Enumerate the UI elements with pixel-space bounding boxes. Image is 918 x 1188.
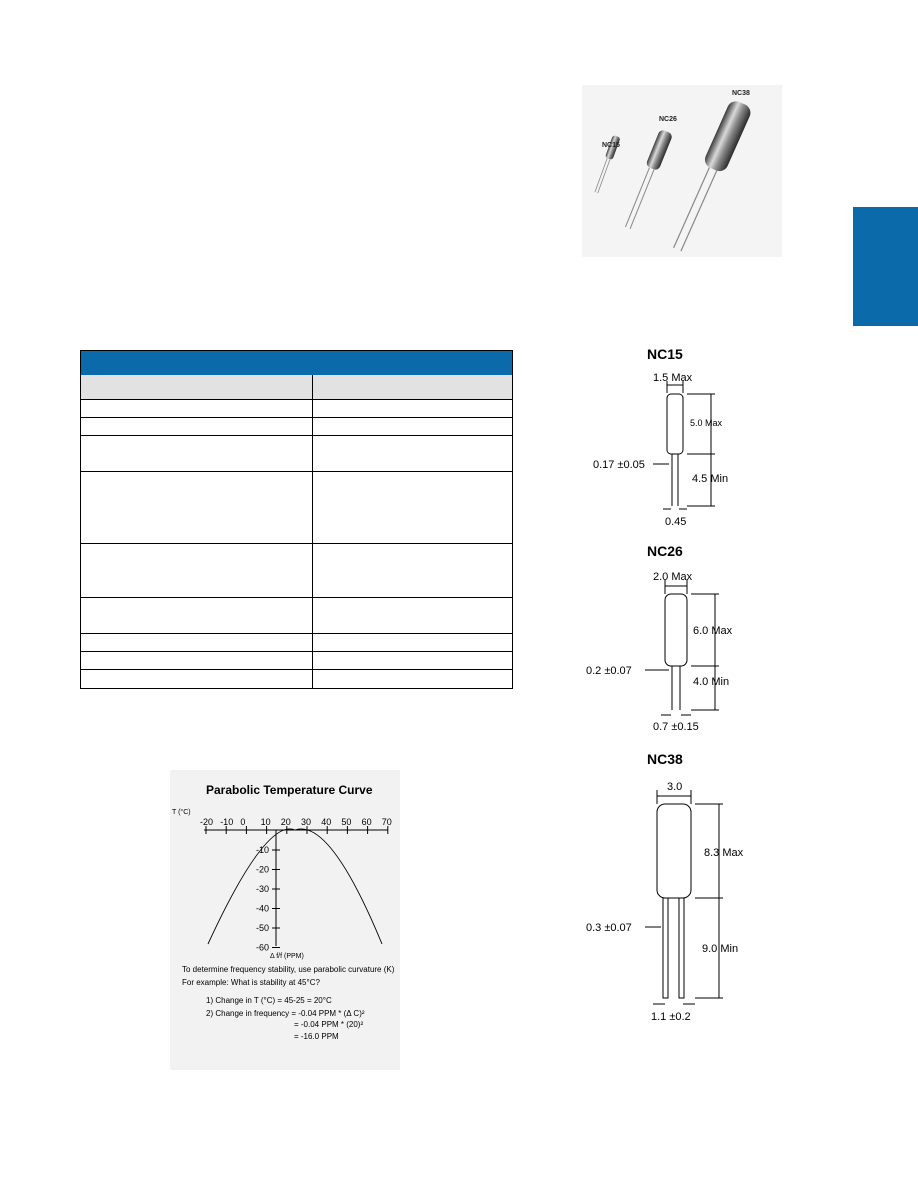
section-tab bbox=[853, 207, 918, 326]
y-axis-label: Δ f/f (PPM) bbox=[270, 953, 304, 960]
table-row-divider bbox=[81, 651, 512, 652]
nc15-body bbox=[667, 394, 683, 454]
parabolic-curve-figure bbox=[170, 770, 400, 1070]
x-tick-label: 30 bbox=[301, 817, 312, 827]
nc15-title: NC15 bbox=[647, 346, 683, 362]
table-row-divider bbox=[81, 399, 512, 400]
nc26-lead-len-label: 4.0 Min bbox=[693, 676, 730, 688]
step-3: = -0.04 PPM * (20)² bbox=[294, 1020, 364, 1029]
nc26-body-label: 6.0 Max bbox=[693, 625, 733, 637]
table-row-divider bbox=[81, 471, 512, 472]
nc15-width-label: 1.5 Max bbox=[653, 372, 693, 384]
nc15-lead-len-label: 4.5 Min bbox=[692, 473, 729, 485]
table-row-divider bbox=[81, 669, 512, 670]
step-1: 1) Change in T (°C) = 45-25 = 20°C bbox=[206, 996, 332, 1005]
product-photo bbox=[582, 85, 782, 257]
x-tick-label: 0 bbox=[240, 817, 246, 827]
x-tick-label: 70 bbox=[381, 817, 392, 827]
spec-table bbox=[80, 350, 513, 689]
nc38-lead bbox=[679, 898, 684, 998]
nc38-lead-label: 0.3 ±0.07 bbox=[586, 922, 632, 934]
curve-title: Parabolic Temperature Curve bbox=[206, 783, 373, 797]
nc38-lead bbox=[663, 898, 668, 998]
nc26-width-label: 2.0 Max bbox=[653, 571, 693, 583]
y-tick-label: -50 bbox=[256, 923, 270, 933]
y-tick-label: -20 bbox=[256, 864, 270, 875]
y-tick-label: -10 bbox=[256, 845, 270, 855]
x-tick-label: -20 bbox=[200, 817, 214, 827]
nc26-dimension-drawing bbox=[585, 540, 755, 740]
nc26-lead-label: 0.2 ±0.07 bbox=[586, 665, 632, 677]
nc38-lead-len-label: 9.0 Min bbox=[702, 943, 739, 955]
nc15-body-label: 5.0 Max bbox=[690, 418, 723, 428]
note-line-1: To determine frequency stability, use parabolic curvature (K) bbox=[182, 965, 395, 974]
spec-table-column-divider bbox=[312, 375, 313, 688]
y-tick-label: -60 bbox=[256, 942, 270, 953]
nc38-photo-label: NC38 bbox=[732, 90, 750, 97]
table-row-divider bbox=[81, 597, 512, 598]
nc15-pitch-label: 0.45 bbox=[665, 516, 687, 528]
note-line-2: For example: What is stability at 45°C? bbox=[182, 978, 320, 987]
nc38-body bbox=[657, 804, 691, 898]
y-tick-label: -30 bbox=[256, 884, 270, 894]
table-row-divider bbox=[81, 417, 512, 418]
nc15-dimension-drawing bbox=[585, 343, 735, 533]
nc15-lead-label: 0.17 ±0.05 bbox=[593, 459, 645, 471]
nc38-title: NC38 bbox=[647, 751, 683, 767]
y-tick-label: -40 bbox=[256, 903, 270, 914]
x-tick-label: 60 bbox=[361, 817, 372, 827]
table-row-divider bbox=[81, 435, 512, 436]
nc15-photo-label: NC15 bbox=[602, 142, 620, 149]
nc38-dimension-drawing bbox=[585, 748, 785, 1023]
spec-table-header bbox=[81, 351, 512, 375]
nc26-pitch-label: 0.7 ±0.15 bbox=[653, 721, 699, 733]
nc38-body-label: 8.3 Max bbox=[704, 847, 744, 859]
nc26-title: NC26 bbox=[647, 543, 683, 559]
step-2: 2) Change in frequency = -0.04 PPM * (Δ C)² bbox=[206, 1009, 365, 1018]
x-tick-label: 50 bbox=[341, 817, 352, 827]
x-tick-label: 40 bbox=[321, 817, 332, 827]
table-row-divider bbox=[81, 543, 512, 544]
table-row-divider bbox=[81, 633, 512, 634]
x-tick-label: 20 bbox=[280, 817, 291, 827]
nc38-width-label: 3.0 bbox=[667, 781, 683, 793]
x-axis-label: T (°C) bbox=[172, 809, 191, 816]
nc38-pitch-label: 1.1 ±0.2 bbox=[651, 1011, 691, 1023]
x-tick-label: -10 bbox=[220, 817, 234, 827]
spec-table-column-header-row bbox=[81, 375, 512, 399]
nc26-photo-label: NC26 bbox=[659, 116, 677, 123]
x-tick-label: 10 bbox=[260, 817, 271, 827]
step-4: = -16.0 PPM bbox=[294, 1032, 339, 1041]
nc26-body bbox=[665, 594, 687, 666]
